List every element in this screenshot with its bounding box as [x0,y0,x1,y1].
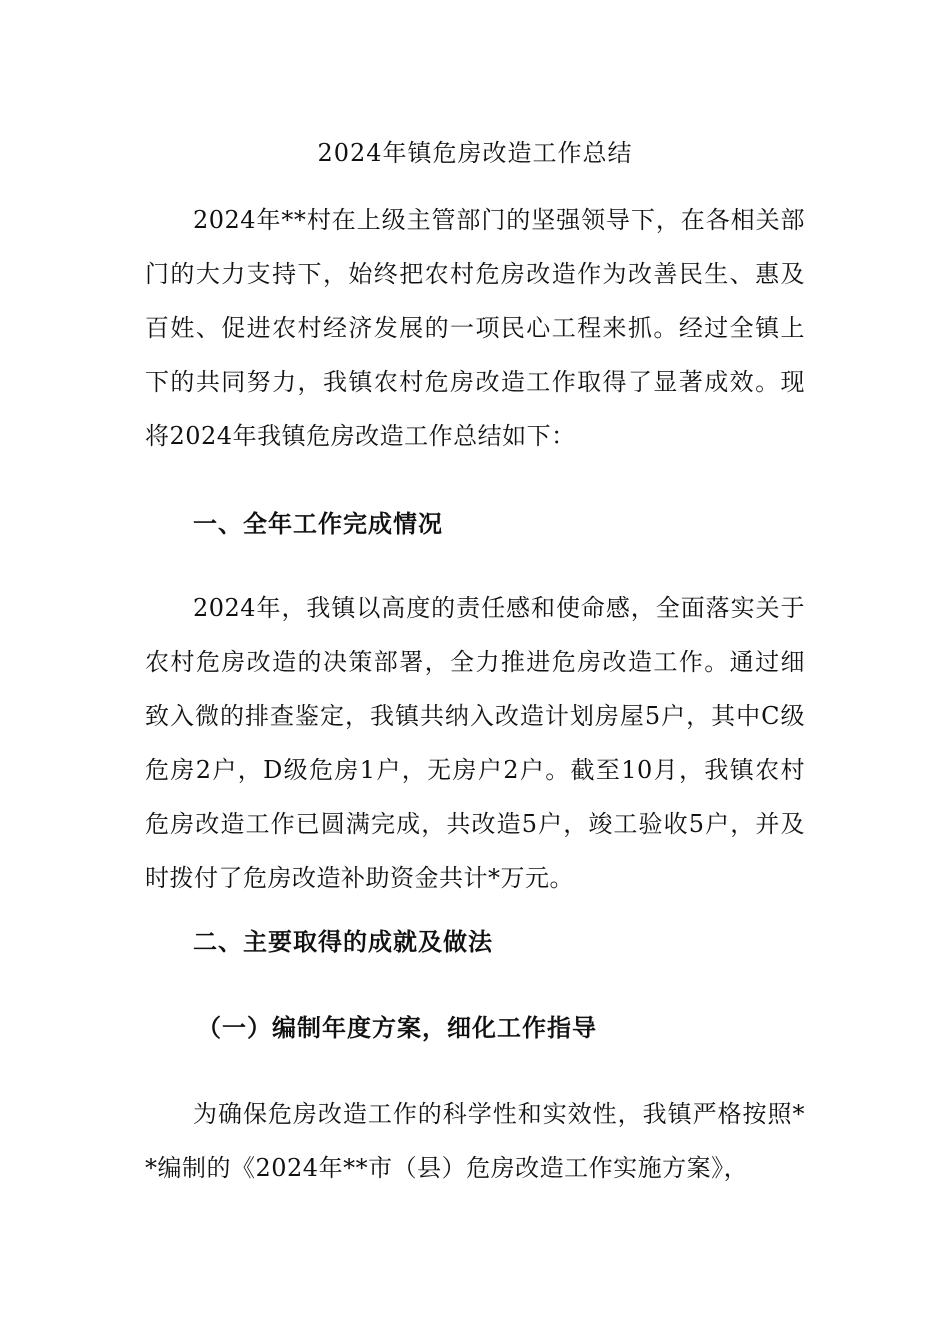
section-2-heading: 二、主要取得的成就及做法 [193,928,493,956]
subsection-1-paragraph: 为确保危房改造工作的科学性和实效性，我镇严格按照**编制的《2024年**市（县）危房改造工作实施方案》， [145,1100,805,1182]
section-1-heading: 一、全年工作完成情况 [193,510,443,538]
intro-paragraph: 2024年**村在上级主管部门的坚强领导下，在各相关部门的大力支持下，始终把农村危房改造作为改善民生、惠及百姓、促进农村经济发展的一项民心工程来抓。经过全镇上下的共同努力，我镇农村危房改造工作取得了显著成效。现将2024年我镇危房改造工作总结如下： [145,206,805,450]
section-1-paragraph: 2024年，我镇以高度的责任感和使命感，全面落实关于农村危房改造的决策部署，全力推进危房改造工作。通过细致入微的排查鉴定，我镇共纳入改造计划房屋5户，其中C级危房2户，D级危房1户，无房户2户。截至10月，我镇农村危房改造工作已圆满完成，共改造5户，竣工验收5户，并及时拨付了危房改造补助资金共计*万元。 [145,594,805,892]
document-title: 2024年镇危房改造工作总结 [317,139,633,167]
subsection-1-heading: （一）编制年度方案，细化工作指导 [197,1014,597,1042]
